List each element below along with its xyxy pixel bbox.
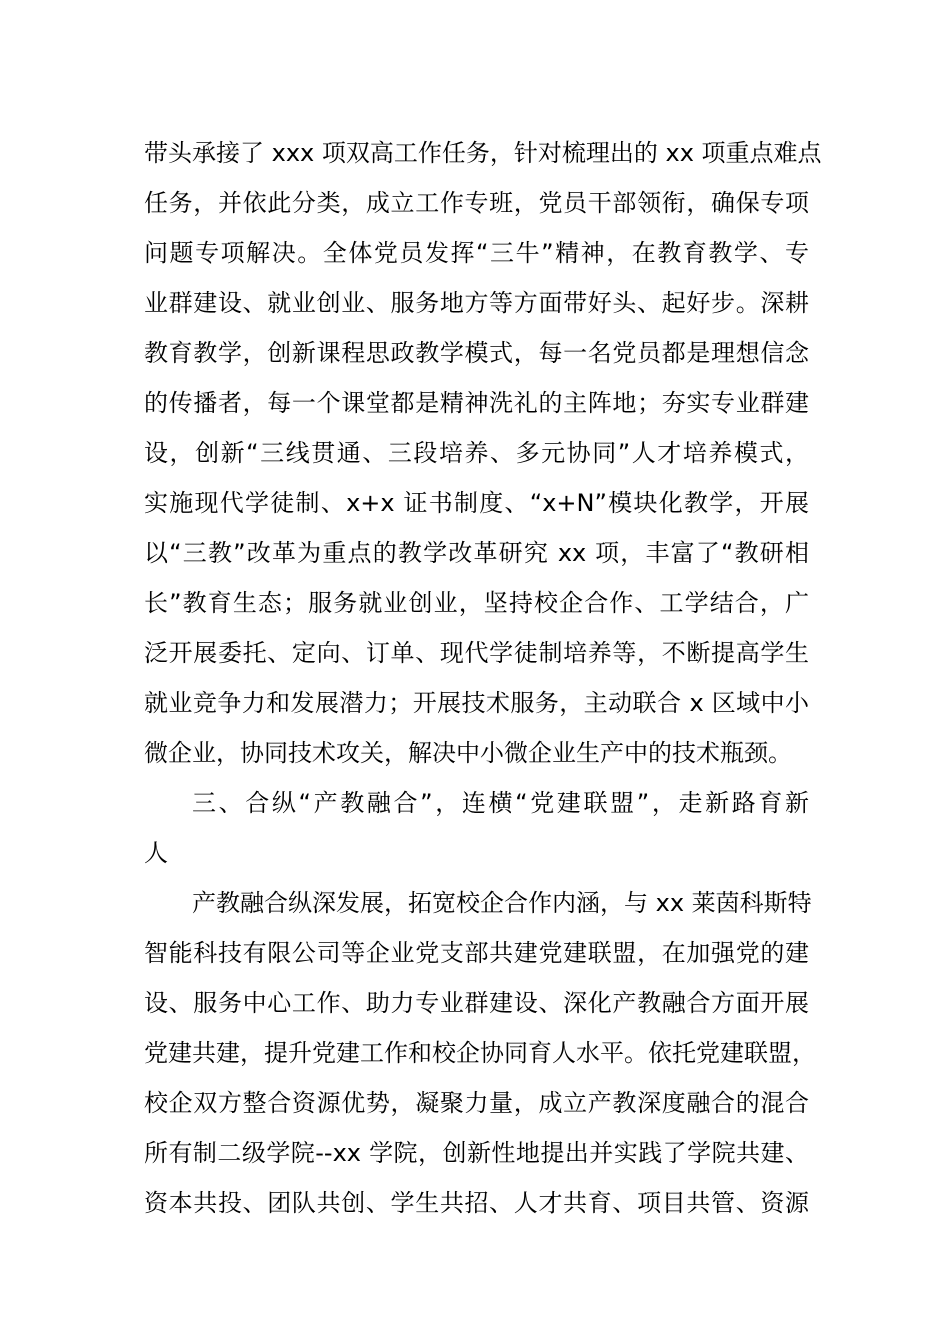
text-line-11: 泛开展委托、定向、订单、现代学徒制培养等，不断提高学生 — [144, 639, 809, 667]
text-line-13: 微企业，协同技术攻关，解决中小微企业生产中的技术瓶颈。 — [144, 739, 792, 767]
text-line-2: 任务，并依此分类，成立工作专班，党员干部领衔，确保专项 — [144, 189, 809, 217]
text-line-5: 教育教学，创新课程思政教学模式，每一名党员都是理想信念 — [144, 339, 809, 367]
text-line-17: 智能科技有限公司等企业党支部共建党建联盟，在加强党的建 — [144, 939, 809, 967]
text-line-20: 校企双方整合资源优势，凝聚力量，成立产教深度融合的混合 — [144, 1089, 809, 1117]
section-heading-continuation: 人 — [144, 839, 168, 867]
text-line-19: 党建共建，提升党建工作和校企协同育人水平。依托党建联盟， — [144, 1039, 816, 1067]
text-line-3: 问题专项解决。全体党员发挥“三牛”精神，在教育教学、专 — [144, 239, 809, 267]
text-line-21: 所有制二级学院--xx 学院，创新性地提出并实践了学院共建、 — [144, 1139, 809, 1167]
text-line-6: 的传播者，每一个课堂都是精神洗礼的主阵地；夯实专业群建 — [144, 389, 809, 417]
text-line-16: 产教融合纵深发展，拓宽校企合作内涵，与 xx 莱茵科斯特 — [192, 889, 812, 917]
text-line-4: 业群建设、就业创业、服务地方等方面带好头、起好步。深耕 — [144, 289, 809, 317]
text-line-10: 长”教育生态；服务就业创业，坚持校企合作、工学结合，广 — [144, 589, 809, 617]
text-line-7: 设，创新“三线贯通、三段培养、多元协同”人才培养模式， — [144, 439, 809, 467]
text-line-18: 设、服务中心工作、助力专业群建设、深化产教融合方面开展 — [144, 989, 809, 1017]
text-line-9: 以“三教”改革为重点的教学改革研究 xx 项，丰富了“教研相 — [144, 539, 809, 567]
text-line-12: 就业竞争力和发展潜力；开展技术服务，主动联合 x 区域中小 — [144, 689, 809, 717]
text-line-8: 实施现代学徒制、x+x 证书制度、“x+N”模块化教学，开展 — [144, 489, 809, 517]
text-line-22: 资本共投、团队共创、学生共招、人才共育、项目共管、资源 — [144, 1189, 809, 1217]
text-line-1: 带头承接了 xxx 项双高工作任务，针对梳理出的 xx 项重点难点 — [144, 139, 822, 167]
section-heading: 三、合纵“产教融合”，连横“党建联盟”，走新路育新 — [192, 789, 809, 817]
